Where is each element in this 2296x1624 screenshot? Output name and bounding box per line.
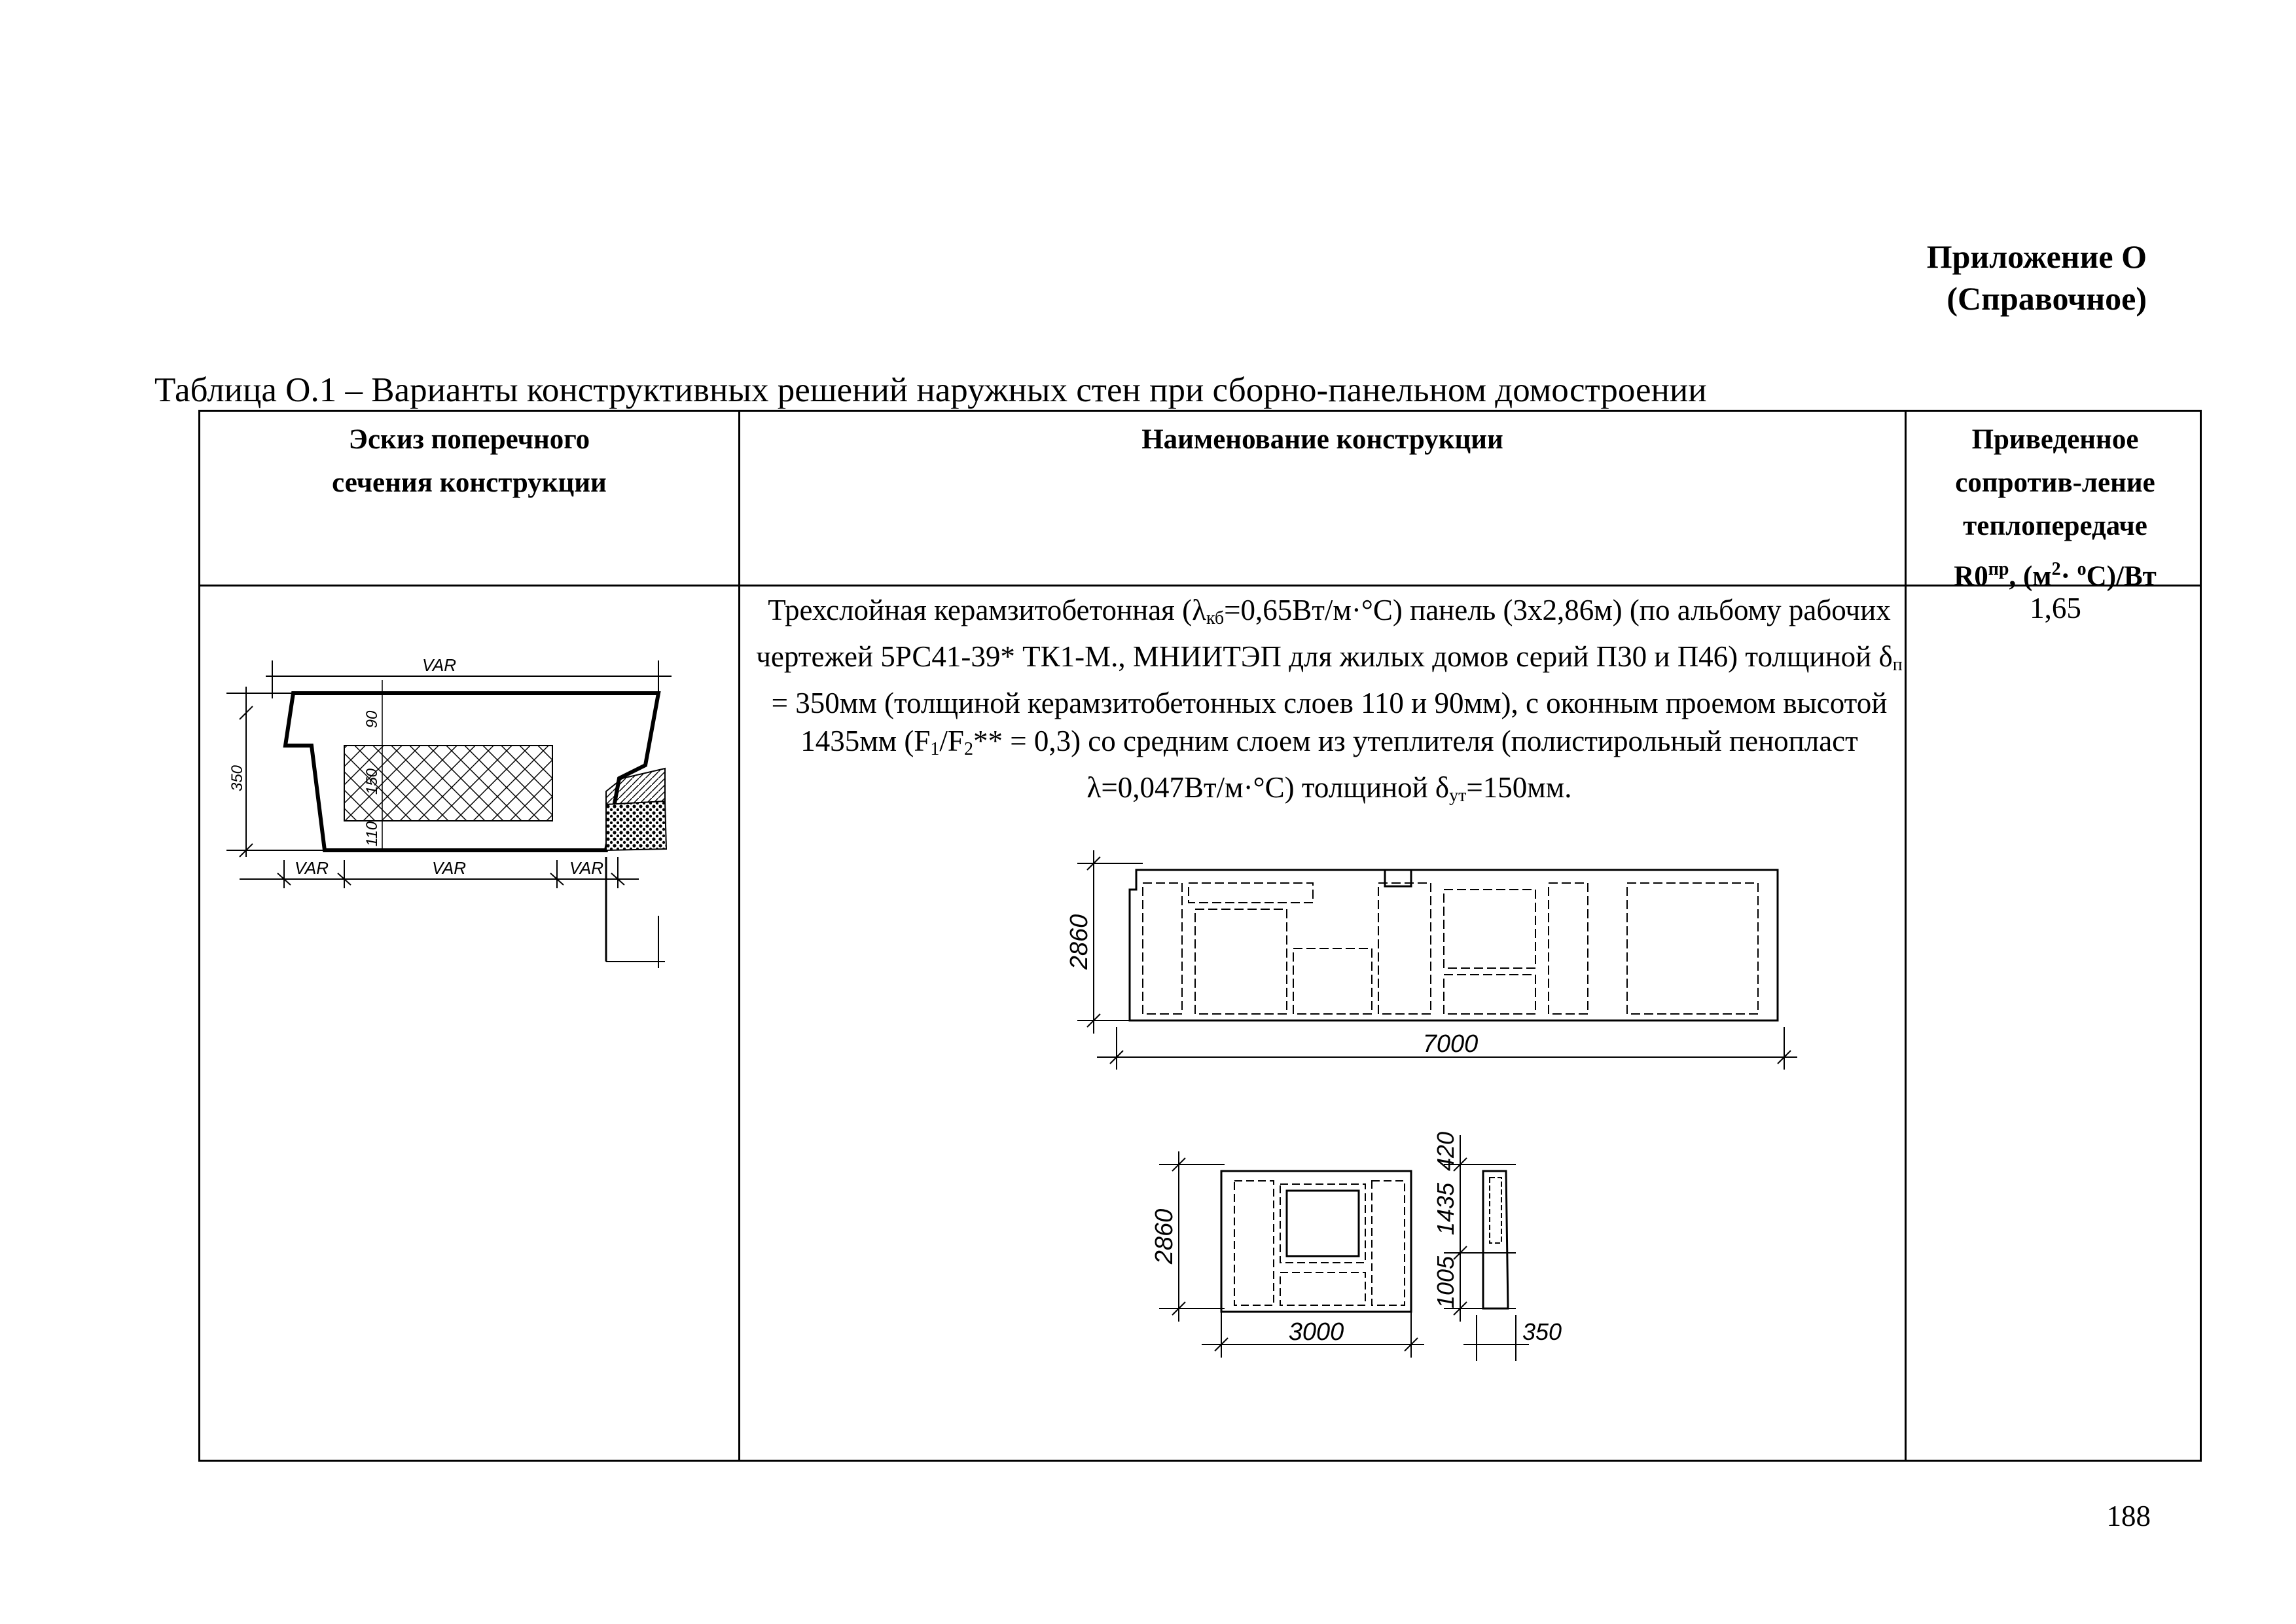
cross-section-sketch	[213, 641, 737, 981]
column-divider	[738, 412, 740, 1460]
top-band-label: 420	[1432, 1131, 1459, 1172]
window-height-label: 1435	[1432, 1182, 1459, 1236]
outer-layer-label: 90	[363, 710, 381, 729]
header-sketch: Эскиз поперечного сечения конструкции	[332, 424, 607, 498]
resistance-value: 1,65	[2030, 592, 2081, 624]
var-mid-label: VAR	[431, 858, 467, 878]
panel-elevation-small	[1149, 1099, 1647, 1387]
table-caption: Таблица О.1 – Варианты конструктивных решений наружных стен при сборно-панельном домостроении	[154, 371, 1707, 409]
construction-table	[198, 410, 2202, 1462]
appendix-heading	[1927, 236, 2147, 319]
appendix-title: Приложение О	[1926, 238, 2147, 275]
small-panel-width-label: 3000	[1288, 1318, 1344, 1346]
page-number: 188	[2106, 1500, 2151, 1532]
section-thickness-label: 350	[1522, 1318, 1562, 1345]
inner-layer-label: 110	[363, 821, 381, 847]
header-resistance: Приведенное сопротив-ление теплопередаче $R0^{пр}$, $(м^2\cdot ^oС)/Вт$	[1907, 418, 2204, 598]
small-panel-height-label: 2860	[1151, 1208, 1178, 1265]
var-right-label: VAR	[569, 858, 604, 878]
var-top-label: VAR	[422, 655, 457, 675]
header-resistance-unit: $R0^{пр}$, $(м^2\cdot ^oС)/Вт$	[1954, 559, 2157, 592]
construction-description: Трехслойная керамзитобетонная $(\lambda_{кб}=0,65Вт/м\cdot^\circ С)$ панель (3х2,86м) (по альбому рабочих чертежей 5РС41-39* ТК1-М., МНИИТЭП для жилых домов серий П30 и П46) толщиной $\delta_п = 350мм$ (толщиной керамзитобетонных слоев 110 и 90мм), с оконным проемом высотой 1435мм $(F_1/F_2** = 0,3)$ со средним слоем из утеплителя (полистирольный пенопласт λ=0,047Вт/м·°С) толщиной $\delta_{ут}=150мм$.	[756, 594, 1903, 806]
insulation-label: 150	[363, 768, 381, 795]
panel-elevation-large	[1064, 844, 1823, 1086]
appendix-subtitle: (Справочное)	[1946, 280, 2147, 317]
large-panel-width-label: 7000	[1422, 1030, 1479, 1058]
thickness-label: 350	[228, 765, 246, 792]
large-panel-height-label: 2860	[1066, 914, 1093, 970]
var-left-label: VAR	[294, 858, 329, 878]
header-name: Наименование конструкции	[1141, 424, 1503, 455]
header-divider	[200, 585, 2200, 586]
bottom-band-label: 1005	[1432, 1255, 1459, 1309]
